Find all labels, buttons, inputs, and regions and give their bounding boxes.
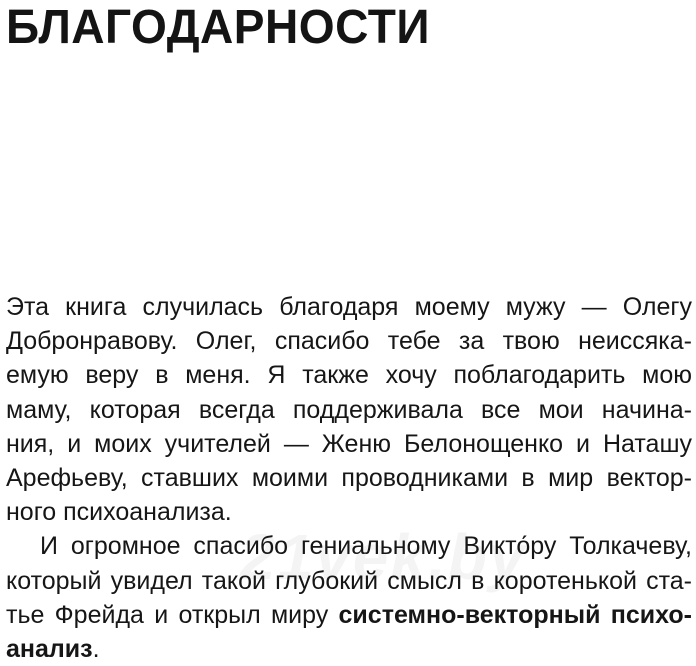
text-run: . — [92, 634, 100, 663]
bold-term: анализ — [6, 634, 93, 663]
text-line: И огромное спасибо гениальному Викто́ру Толкачеву, — [40, 532, 692, 561]
paragraph-2 — [6, 529, 692, 666]
text-run: тье Фрейда и открыл миру — [6, 600, 339, 629]
text-line: емую веру в меня. Я также хочу поблагодарить мою — [6, 361, 692, 390]
text-line — [6, 598, 692, 632]
page-title: БЛАГОДАРНОСТИ — [6, 1, 430, 54]
text-line — [6, 632, 692, 666]
acknowledgements-text — [6, 290, 692, 666]
text-line: Эта книга случилась благодаря моему мужу — Олегу — [6, 293, 692, 321]
text-line: ния, и моих учителей — Женю Белонощенко и Наташу — [6, 429, 692, 458]
text-line: Добронравову. Олег, спасибо тебе за твою неиссяка- — [6, 327, 692, 356]
paragraph-1 — [6, 290, 692, 529]
text-line: который увидел такой глубокий смысл в коротенькой ста- — [6, 566, 692, 595]
text-line: маму, которая всегда поддерживала все мои начина- — [6, 395, 692, 424]
text-line: Арефьеву, ставших моими проводниками в мир вектор- — [6, 463, 692, 492]
text-line: ного психоанализа. — [6, 498, 232, 527]
bold-term: системно-векторный психо- — [338, 600, 692, 629]
